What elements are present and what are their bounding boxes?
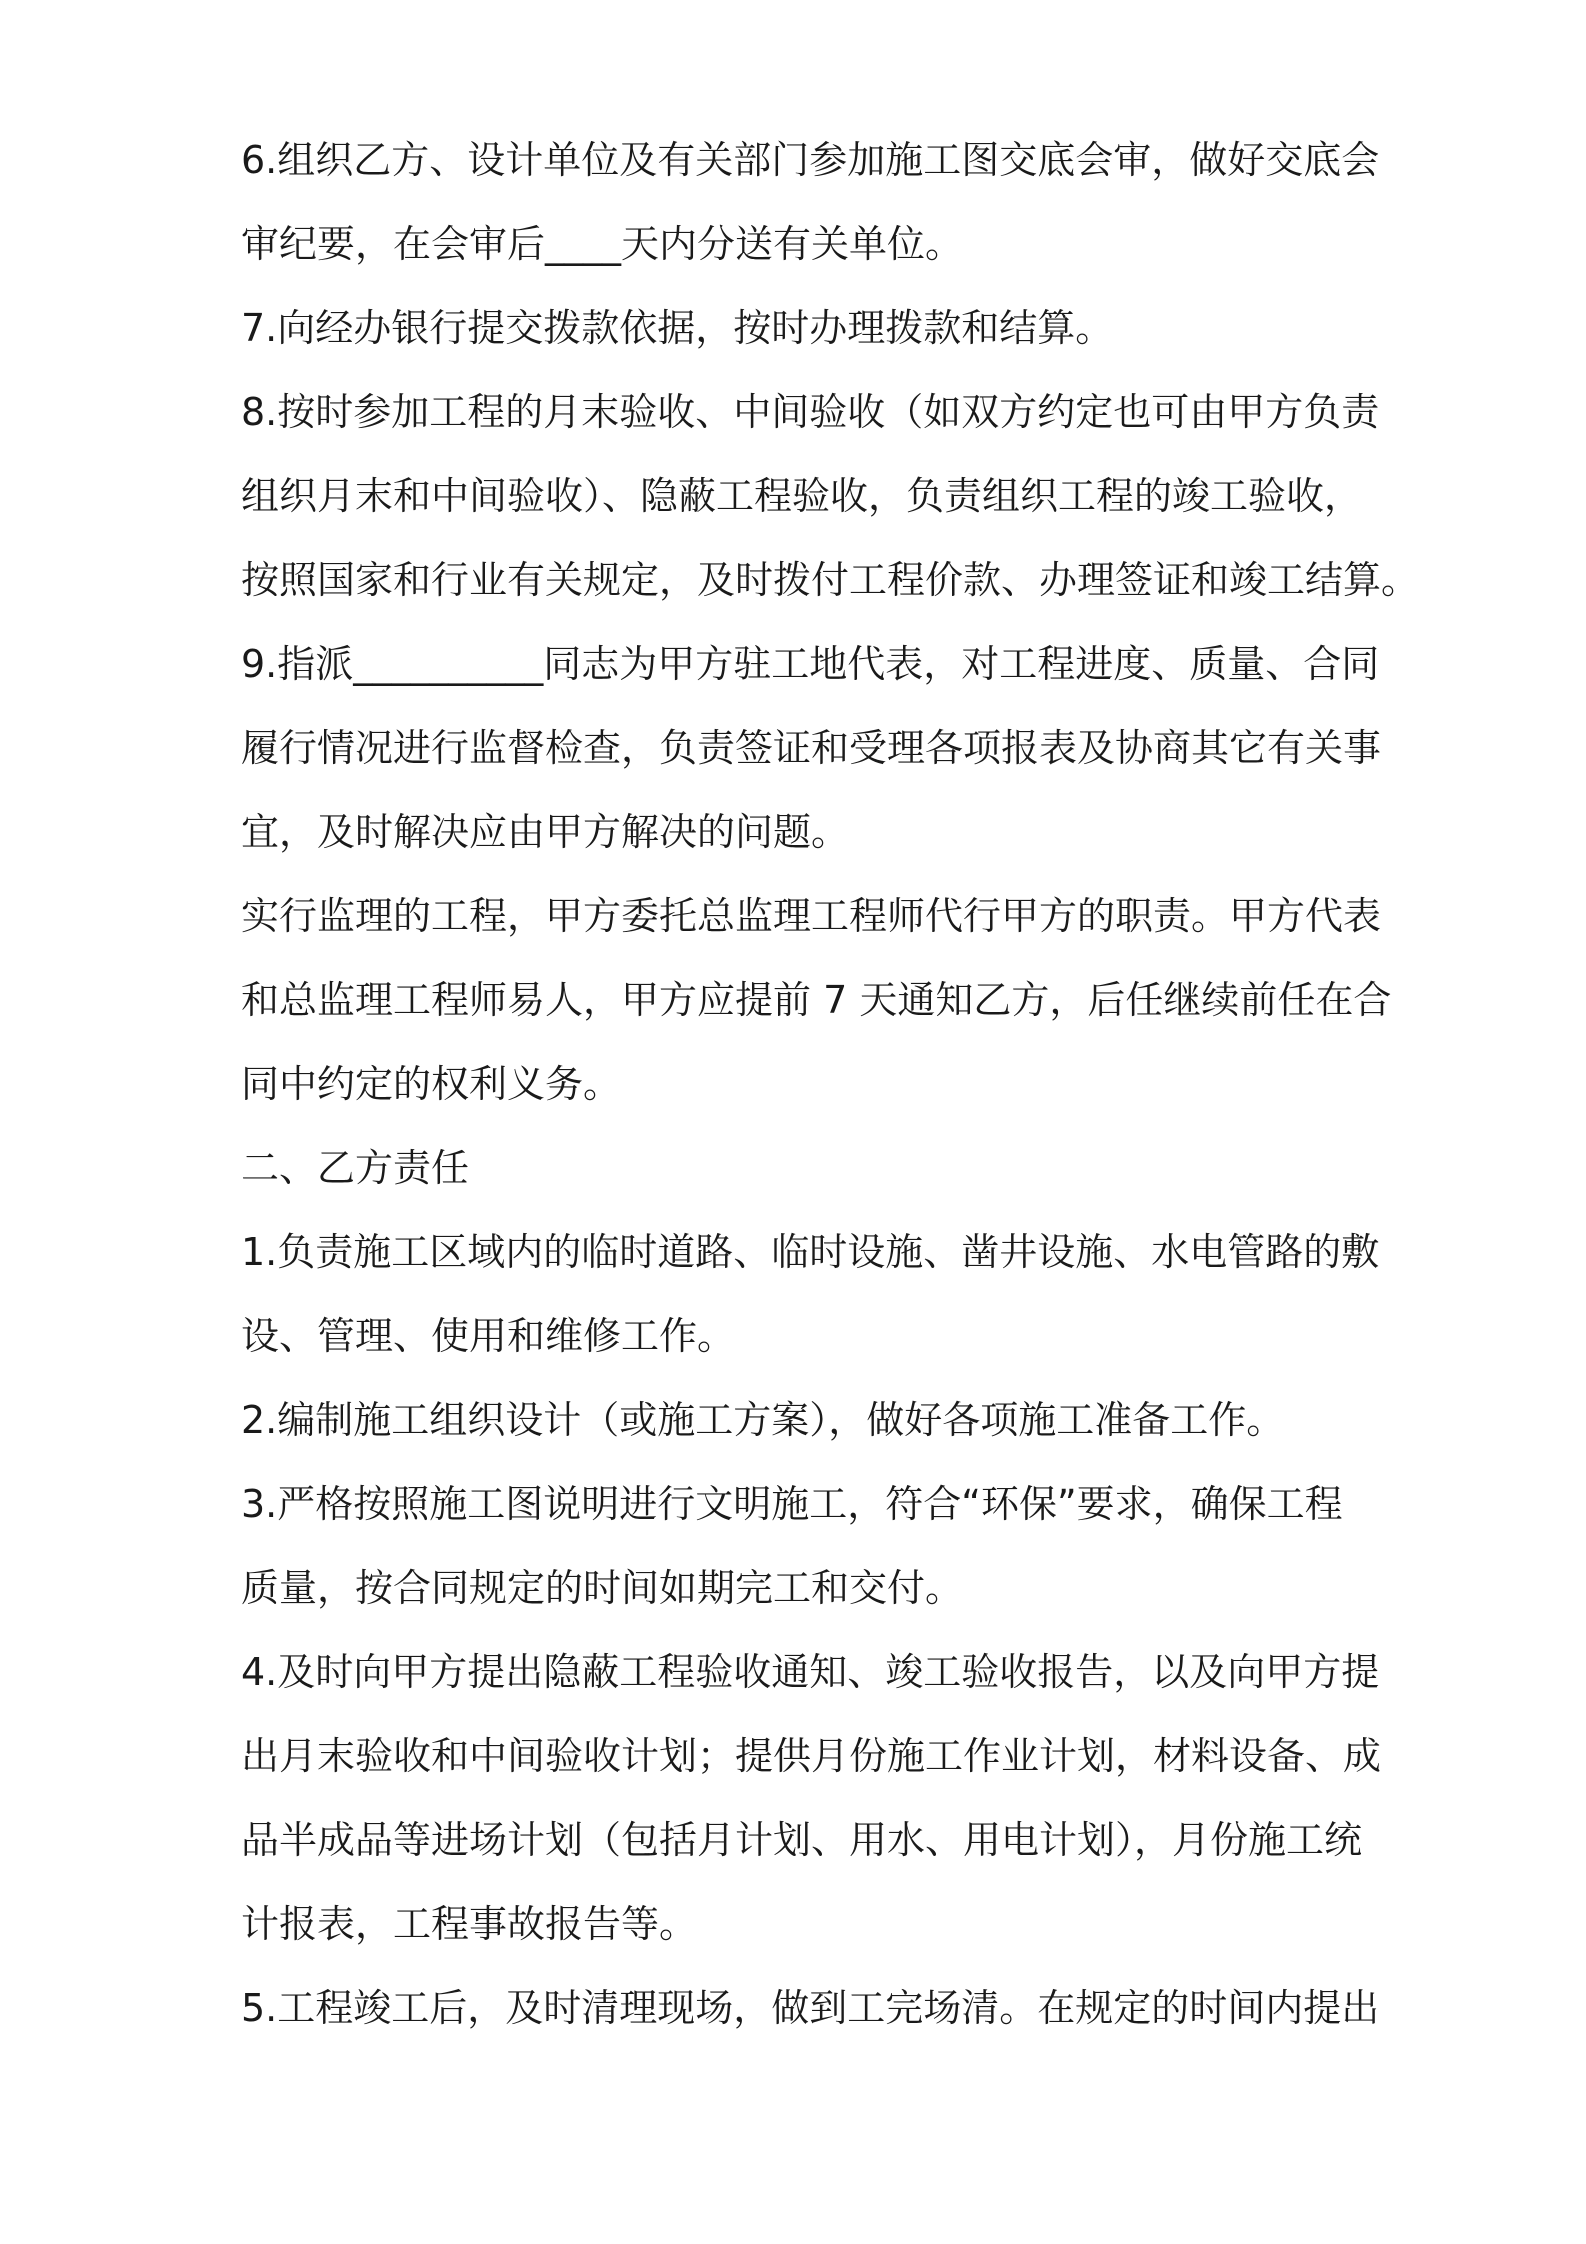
text-line: 同中约定的权利义务。: [241, 1062, 622, 1106]
text-line: 实行监理的工程，甲方委托总监理工程师代行甲方的职责。甲方代表: [241, 894, 1382, 938]
text-line: 宜，及时解决应由甲方解决的问题。: [241, 810, 850, 854]
text-line: 设、管理、使用和维修工作。: [241, 1314, 736, 1358]
text-line: 4.及时向甲方提出隐蔽工程验收通知、竣工验收报告，以及向甲方提: [241, 1650, 1380, 1694]
text-line: 出月末验收和中间验收计划；提供月份施工作业计划，材料设备、成: [241, 1734, 1382, 1778]
text-line: 履行情况进行监督检查，负责签证和受理各项报表及协商其它有关事: [241, 726, 1382, 770]
text-line: 6.组织乙方、设计单位及有关部门参加施工图交底会审，做好交底会: [241, 138, 1380, 182]
text-line: 9.指派__________同志为甲方驻工地代表，对工程进度、质量、合同: [241, 642, 1380, 686]
text-line: 组织月末和中间验收）、隐蔽工程验收，负责组织工程的竣工验收，: [241, 474, 1363, 518]
text-line: 3.严格按照施工图说明进行文明施工，符合“环保”要求，确保工程: [241, 1482, 1343, 1526]
text-line: 计报表，工程事故报告等。: [241, 1902, 698, 1946]
text-line: 5.工程竣工后，及时清理现场，做到工完场清。在规定的时间内提出: [241, 1986, 1380, 2030]
text-line: 按照国家和行业有关规定，及时拨付工程价款、办理签证和竣工结算。: [241, 558, 1420, 602]
section-heading: 二、乙方责任: [241, 1146, 470, 1190]
text-line: 8.按时参加工程的月末验收、中间验收（如双方约定也可由甲方负责: [241, 390, 1380, 434]
text-line: 和总监理工程师易人，甲方应提前 7 天通知乙方，后任继续前任在合: [241, 978, 1392, 1022]
text-line: 品半成品等进场计划（包括月计划、用水、用电计划），月份施工统: [241, 1818, 1363, 1862]
text-line: 审纪要，在会审后____天内分送有关单位。: [241, 222, 964, 266]
text-line: 7.向经办银行提交拨款依据，按时办理拨款和结算。: [241, 306, 1114, 350]
text-line: 2.编制施工组织设计（或施工方案），做好各项施工准备工作。: [241, 1398, 1285, 1442]
text-line: 1.负责施工区域内的临时道路、临时设施、凿井设施、水电管路的敷: [241, 1230, 1380, 1274]
text-line: 质量，按合同规定的时间如期完工和交付。: [241, 1566, 964, 1610]
